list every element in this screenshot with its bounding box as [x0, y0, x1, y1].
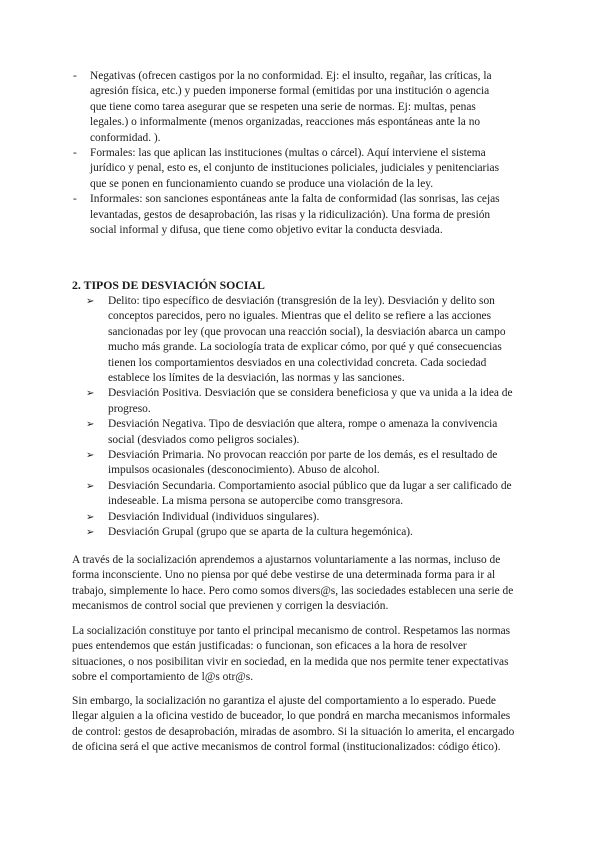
sanction-formales: Formales: las que aplican las instituciones (multas o cárcel). Aquí interviene el sistema jurídico y penal, esto es, el conjunto de instituciones policiales, judiciales y penitenciarias que se ponen en funcionamiento cuando se produce una violación de la ley.: [90, 147, 500, 190]
list-item: [73, 69, 506, 146]
dash-bullet: -: [73, 70, 77, 82]
arrow-bullet-icon: ➢: [86, 527, 95, 539]
list-item: [86, 525, 522, 540]
type-secundaria: Desviación Secundaria. Comportamiento asocial público que da lugar a ser calificado de indeseable. La misma persona se autopercibe como transgresora.: [108, 479, 512, 508]
type-grupal: Desviación Grupal (grupo que se aparta de la cultura hegemónica).: [108, 526, 413, 539]
section-heading: 2. TIPOS DE DESVIACIÓN SOCIAL: [72, 278, 265, 292]
list-item: [73, 192, 506, 238]
list-item: [73, 146, 506, 192]
list-item: [86, 386, 522, 417]
arrow-bullet-icon: ➢: [86, 419, 95, 431]
list-item: [86, 510, 522, 525]
dash-bullet: -: [73, 193, 77, 206]
paragraph-socializacion: A través de la socialización aprendemos a ajustarnos voluntariamente a las normas, incluso de forma inconsciente. Uno no piensa por qué debe vestirse de una determinada forma para ir al trabajo, simplemente lo hace. Pero como somos divers@s, las sociedades establecen una serie de mecanismos de control social que previenen y corrigen la desviación.: [72, 554, 514, 613]
type-individual: Desviación Individual (individuos singulares).: [108, 510, 320, 523]
paragraph-sin-embargo: Sin embargo, la socialización no garantiza el ajuste del comportamiento a lo esperado. Puede llegar alguien a la oficina vestido de buceador, lo que pondrá en marcha mecanismos informales de control: gestos de desaprobación, miradas de asombro. Si la situación lo amerita, el encargado de oficina será el que active mecanismos de control formal (institucionalizados: código ético).: [72, 695, 515, 754]
type-negativa: Desviación Negativa. Tipo de desviación que altera, rompe o amenaza la convivencia social (desviados como peligros sociales).: [108, 418, 498, 446]
list-item: [86, 417, 522, 448]
arrow-bullet-icon: ➢: [86, 296, 95, 307]
list-item: [86, 448, 522, 479]
list-item: [86, 479, 522, 510]
sanction-informales: Informales: son sanciones espontáneas ante la falta de conformidad (las sonrisas, las cejas levantadas, gestos de desaprobación, las risas y la ridiculización). Una forma de presión social informal y difusa, que tiene como objetivo evitar la conducta desviada.: [90, 193, 500, 237]
type-positiva: Desviación Positiva. Desviación que se considera beneficiosa y que va unida a la idea de progreso.: [108, 387, 513, 415]
dash-bullet: -: [73, 147, 77, 160]
sanction-negativas: Negativas (ofrecen castigos por la no conformidad. Ej: el insulto, regañar, las críticas, la agresión física, etc.) y pueden imponerse formal (emitidas por una institución o agencia que tiene como tarea asegurar que se respeten una serie de normas. Ej: multas, penas legales.) o informalmente (menos organizadas, reacciones más espontáneas ante la no conformidad. ).: [90, 70, 492, 144]
arrow-bullet-icon: ➢: [86, 450, 95, 462]
arrow-bullet-icon: ➢: [86, 511, 95, 523]
sanctions-list: [73, 69, 506, 238]
paragraph-control: La socialización constituye por tanto el principal mecanismo de control. Respetamos las normas pues entendemos que están justificadas: o funcionan, son eficaces a la hora de resolver situaciones, o nos posibilitan vivir en sociedad, en la medida que nos permite tener expectativas sobre el comportamiento de l@s otr@s.: [72, 625, 511, 684]
type-primaria: Desviación Primaria. No provocan reacción por parte de los demás, es el resultado de impulsos ocasionales (desconocimiento). Abuso de alcohol.: [108, 449, 498, 477]
arrow-bullet-icon: ➢: [86, 480, 95, 492]
list-item: [86, 294, 522, 386]
arrow-bullet-icon: ➢: [86, 388, 95, 400]
deviation-types-list: [86, 294, 522, 541]
type-delito: Delito: tipo específico de desviación (transgresión de la ley). Desviación y delito son conceptos parecidos, pero no iguales. Mientras que el delito se refiere a las acciones sancionadas por ley (que provocan una reacción social), la desviación abarca un campo mucho más grande. La sociología trata de explicar cómo, por qué y qué consecuencias tienen los comportamientos desviados en una colectividad concreta. Cada sociedad establece los límites de la desviación, las normas y las sanciones.: [108, 295, 506, 385]
